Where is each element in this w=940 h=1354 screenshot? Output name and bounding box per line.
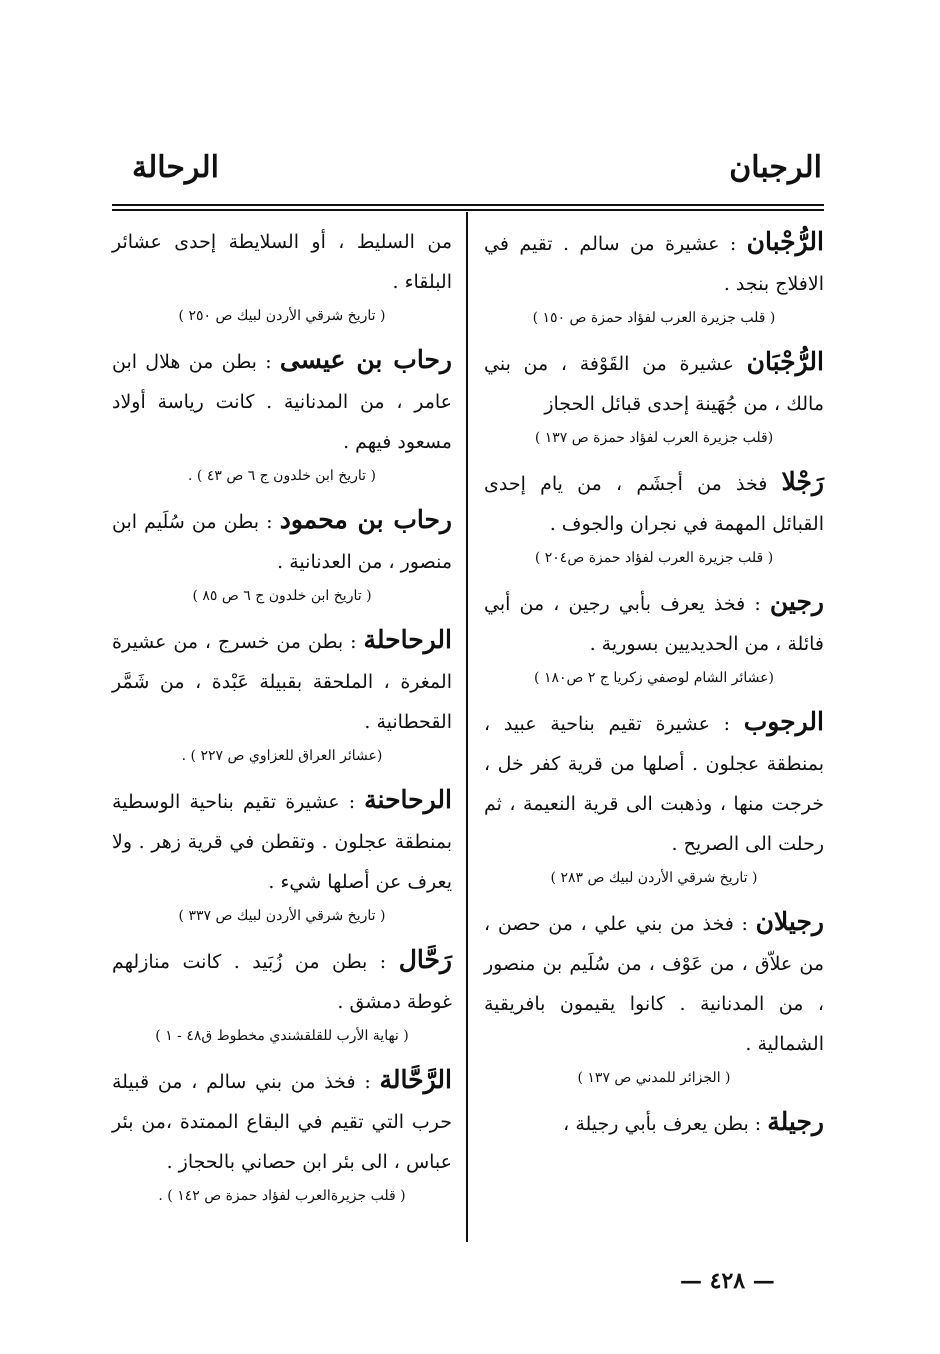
entry-headword: رحاب بن محمود — [279, 505, 453, 534]
entry-text: : بطن من سُلَيم ابن منصور ، من العدنانية . — [112, 511, 452, 573]
entry-headword: رَحَّال — [398, 945, 452, 974]
entry-headword: الرُّجْبَان — [746, 347, 824, 376]
entry-source: ( قلب جزيرة العرب لفؤاد حمزة ص٢٠٤ ) — [534, 550, 774, 566]
entry-paragraph — [484, 582, 824, 664]
entry-text: : بطن يعرف بأبي رجيلة ، — [563, 1113, 762, 1135]
entry-headword: الرحاحنة — [364, 785, 452, 814]
entry-source: ( تاريخ شرقي الأردن لبيك ص ٢٥٠ ) — [178, 308, 386, 324]
running-head-left: الرحالة — [132, 150, 219, 185]
entry-text: : عشيرة من سالم . تقيم في الافلاج بنجد . — [484, 233, 824, 295]
entry-paragraph — [484, 702, 824, 864]
entry-headword: رجيلة — [767, 1107, 824, 1136]
entry-paragraph — [484, 342, 824, 424]
entry-text: فخذ من أجشَم ، من يام إحدى القبائل المهمة في نجران والجوف . — [484, 473, 824, 535]
entry-text: : فخذ من بني علي ، من حصن ، من علاّق ، من عَوْف ، من سُلَيم بن منصور ، من المدنانية . كانوا يقيمون بافريقية الشمالية . — [484, 913, 824, 1055]
dictionary-entry — [112, 222, 452, 330]
entry-paragraph — [112, 940, 452, 1022]
entry-headword: رحاب بن عيسى — [279, 345, 452, 374]
entry-text: من السليط ، أو السلايطة إحدى عشائر البلقاء . — [112, 231, 452, 293]
entry-source: ( تاريخ ابن خلدون ج ٦ ص ٨٥ ) — [192, 588, 372, 604]
dictionary-entry — [484, 582, 824, 692]
entry-source: (عشائر الشام لوصفي زكريا ج ٢ ص١٨٠ ) — [534, 670, 774, 686]
entry-paragraph — [112, 780, 452, 902]
entry-headword: رَجْلا — [781, 467, 824, 496]
dictionary-entry — [484, 1102, 824, 1144]
page-number: — ٤٢٨ — — [680, 1268, 775, 1294]
dictionary-entry — [484, 222, 824, 332]
entry-headword: الرُّجْبان — [746, 227, 824, 256]
entry-text: : بطن من زُبَيد . كانت منازلهم غوطة دمشق . — [112, 951, 452, 1013]
dictionary-entry — [112, 620, 452, 770]
entry-headword: الرجوب — [743, 707, 824, 736]
entry-source: ( تاريخ شرقي الأردن لبيك ص ٢٨٣ ) — [550, 870, 758, 886]
entry-paragraph — [112, 222, 452, 302]
dictionary-entry — [112, 340, 452, 490]
dictionary-entry — [112, 780, 452, 930]
entry-paragraph — [112, 500, 452, 582]
entry-text: : بطن من خسرج ، من عشيرة المغرة ، الملحقة بقبيلة عَبْدة ، من شَمَّر القحطانية . — [112, 631, 452, 733]
dictionary-entry — [484, 902, 824, 1092]
entry-source: (عشائر العراق للعزاوي ص ٢٢٧ ) . — [181, 748, 383, 764]
dictionary-entry — [484, 702, 824, 892]
entry-text: : عشيرة تقيم بناحية عبيد ، بمنطقة عجلون . أصلها من قرية كفر خل ، خرجت منها ، وذهبت الى قرية النعيمة ، ثم رحلت الى الصريح . — [484, 713, 824, 855]
entry-paragraph — [112, 1060, 452, 1182]
column-divider — [466, 212, 468, 1242]
left-column — [112, 222, 452, 1220]
entry-source: ( تاريخ شرقي الأردن لبيك ص ٣٣٧ ) — [178, 908, 386, 924]
entry-headword: الرحاحلة — [363, 625, 452, 654]
dictionary-entry — [484, 342, 824, 452]
entry-source: ( قلب جزيرةالعرب لفؤاد حمزة ص ١٤٢ ) . — [158, 1188, 406, 1204]
entry-headword: رجين — [769, 587, 824, 616]
header-rule-top — [112, 204, 824, 206]
entry-paragraph — [112, 620, 452, 742]
entry-paragraph — [484, 222, 824, 304]
right-column — [484, 222, 824, 1154]
entry-paragraph — [112, 340, 452, 462]
entry-source: ( تاريخ ابن خلدون ج ٦ ص ٤٣ ) . — [188, 468, 376, 484]
entry-text: : بطن من هلال ابن عامر ، من المدنانية . كانت رياسة أولاد مسعود فيهم . — [112, 351, 452, 453]
entry-paragraph — [484, 462, 824, 544]
entry-text: عشيرة من القَوْفة ، من بني مالك ، من جُهَينة إحدى قبائل الحجاز — [484, 353, 824, 415]
entry-source: ( نهاية الأرب للقلقشندي مخطوط ق٤٨ - ١ ) — [155, 1028, 409, 1044]
dictionary-entry — [112, 500, 452, 610]
entry-headword: رجيلان — [755, 907, 825, 936]
dictionary-entry — [484, 462, 824, 572]
entry-source: ( الجزائر للمدني ص ١٣٧ ) — [577, 1070, 731, 1086]
entry-paragraph — [484, 1102, 824, 1144]
entry-paragraph — [484, 902, 824, 1064]
entry-source: ( قلب جزيرة العرب لفؤاد حمزة ص ١٥٠ ) — [532, 310, 776, 326]
entry-text: : فخذ يعرف بأبي رجين ، من أبي فائلة ، من الحديديين بسورية . — [484, 593, 824, 655]
entry-text: : فخذ من بني سالم ، من قبيلة حرب التي تقيم في البقاع الممتدة ،من بئر عباس ، الى بئر ابن حصاني بالحجاز . — [112, 1071, 452, 1173]
running-head-right: الرجبان — [729, 150, 822, 185]
dictionary-entry — [112, 940, 452, 1050]
header-rule-bottom — [112, 209, 824, 211]
dictionary-entry — [112, 1060, 452, 1210]
entry-text: : عشيرة تقيم بناحية الوسطية بمنطقة عجلون . وتقطن في قرية زهر . ولا يعرف عن أصلها شيء . — [112, 791, 452, 893]
entry-source: (قلب جزيرة العرب لفؤاد حمزة ص ١٣٧ ) — [534, 430, 774, 446]
entry-headword: الرَّحَّالة — [379, 1065, 452, 1094]
